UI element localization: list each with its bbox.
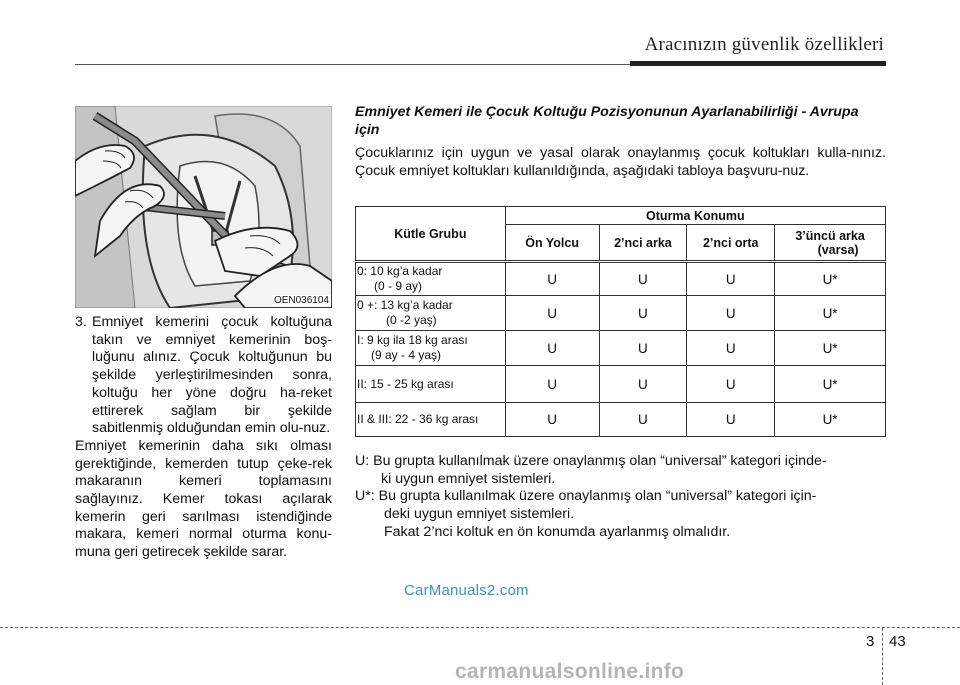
header-rule-accent [630,61,886,66]
rear2-cell: U [687,403,775,437]
table-row [356,366,886,403]
intro-paragraph: Çocuklarınız için uygun ve yasal olarak onaylanmış çocuk koltukları kulla-nınız. Çocuk emniyet koltukları kullanıldığında, aşağıdaki tabloya başvuru-nuz. [355,145,886,179]
front-cell: U [505,296,599,331]
rear1-cell: U [599,331,687,366]
col-third-rear-line1: 3’üncü arka [795,228,865,243]
col-seating-position: Oturma Konumu [505,207,885,225]
note-u-key: U: [355,453,370,469]
right-column [355,104,886,180]
table-row [356,262,886,296]
note-u-text: Bu grupta kullanılmak üzere onaylanmış olan “universal” kategori içinde- [373,453,827,469]
mass-group-cell [356,331,506,366]
group-label: 0: 10 kg’a kadar [357,264,443,278]
rear3-cell: U* [775,366,886,403]
section-title: Emniyet Kemeri ile Çocuk Koltuğu Pozisyonunun Ayarlanabilirliği - Avrupa için [355,104,859,138]
col-second-rear-center: 2’nci orta [687,225,775,262]
seat-suitability-table [355,206,886,437]
mass-group-cell [356,403,506,437]
rear1-cell: U [599,403,687,437]
col-front-passenger: Ön Yolcu [505,225,599,262]
note-u-star [355,488,886,506]
col-mass-group: Kütle Grubu [356,207,506,262]
note-u-star-continuation: deki uygun emniyet sistemleri. [384,506,575,523]
group-age: (0 - 9 ay) [374,279,423,293]
child-seat-illustration [75,106,332,308]
group-age: (0 -2 yaş) [386,313,437,327]
table-row [356,403,886,437]
note-u [355,453,886,471]
note-u-continuation: ki uygun emniyet sistemleri. [381,470,556,487]
page-number-divider [882,628,883,685]
rear2-cell: U [687,296,775,331]
chapter-number: 3 [866,633,875,650]
front-cell: U [505,331,599,366]
rear2-cell: U [687,262,775,296]
mass-group-cell [356,366,506,403]
child-seat-drawing [75,106,332,308]
col-third-rear-line2: (varsa) [817,242,859,257]
step-text: Emniyet kemerini çocuk koltuğuna takın ve emniyet kemerinin boş-luğunu alınız. Çocuk koltuğunun bu şekilde yerleştirilmesinden sonra, koltuğu her yöne doğru ha-reket ettirerek sağlam bir şekilde sabitlenmiş olduğundan emin olu-nuz. [92,314,332,437]
rear2-cell: U [687,331,775,366]
rear3-cell: U* [775,262,886,296]
belt-tension-paragraph: Emniyet kemerinin daha sıkı olması gerektiğinde, kemerden tutup çeke-rek makaranın kemeri toplamasını sağlayınız. Kemer tokası açılarak kemerin geri sarılması istendiğinde makara, kemeri normal oturma konu-muna geri getirecek şekilde sarar. [75,437,332,561]
group-label: II & III: 22 - 36 kg arası [357,412,479,426]
page-number: 43 [889,633,906,650]
rear3-cell: U* [775,331,886,366]
bottom-watermark: carmanualsonline.info [455,660,685,683]
front-cell: U [505,366,599,403]
rear1-cell: U [599,262,687,296]
rear2-cell: U [687,366,775,403]
site-watermark: CarManuals2.com [404,582,529,599]
table-row [356,331,886,366]
group-label: I: 9 kg ila 18 kg arası [357,333,468,347]
group-age: (9 ay - 4 yaş) [371,348,442,362]
rear1-cell: U [599,366,687,403]
rear3-cell: U* [775,403,886,437]
header-title: Aracınızın güvenlik özellikleri [644,34,884,55]
step-number: 3. [75,314,87,330]
front-cell: U [505,262,599,296]
rear1-cell: U [599,296,687,331]
table-row [356,296,886,331]
step-3 [75,314,332,438]
table-notes [355,453,886,542]
note-u-star-warning: Fakat 2’nci koltuk en ön konumda ayarlanmış olmalıdır. [384,523,731,540]
figure-code: OEN036104 [273,295,329,306]
col-third-rear [775,225,886,262]
left-column [75,314,332,562]
mass-group-cell [356,262,506,296]
rear3-cell: U* [775,296,886,331]
note-u-star-text: Bu grupta kullanılmak üzere onaylanmış olan “universal” kategori için- [378,488,817,505]
group-label: 0 +: 13 kg’a kadar [357,298,453,312]
group-label: II: 15 - 25 kg arası [357,376,454,391]
col-second-rear-outboard: 2’nci arka [599,225,687,262]
note-u-star-key: U*: [355,488,375,505]
footer-divider [0,627,960,628]
front-cell: U [505,403,599,437]
mass-group-cell [356,296,506,331]
